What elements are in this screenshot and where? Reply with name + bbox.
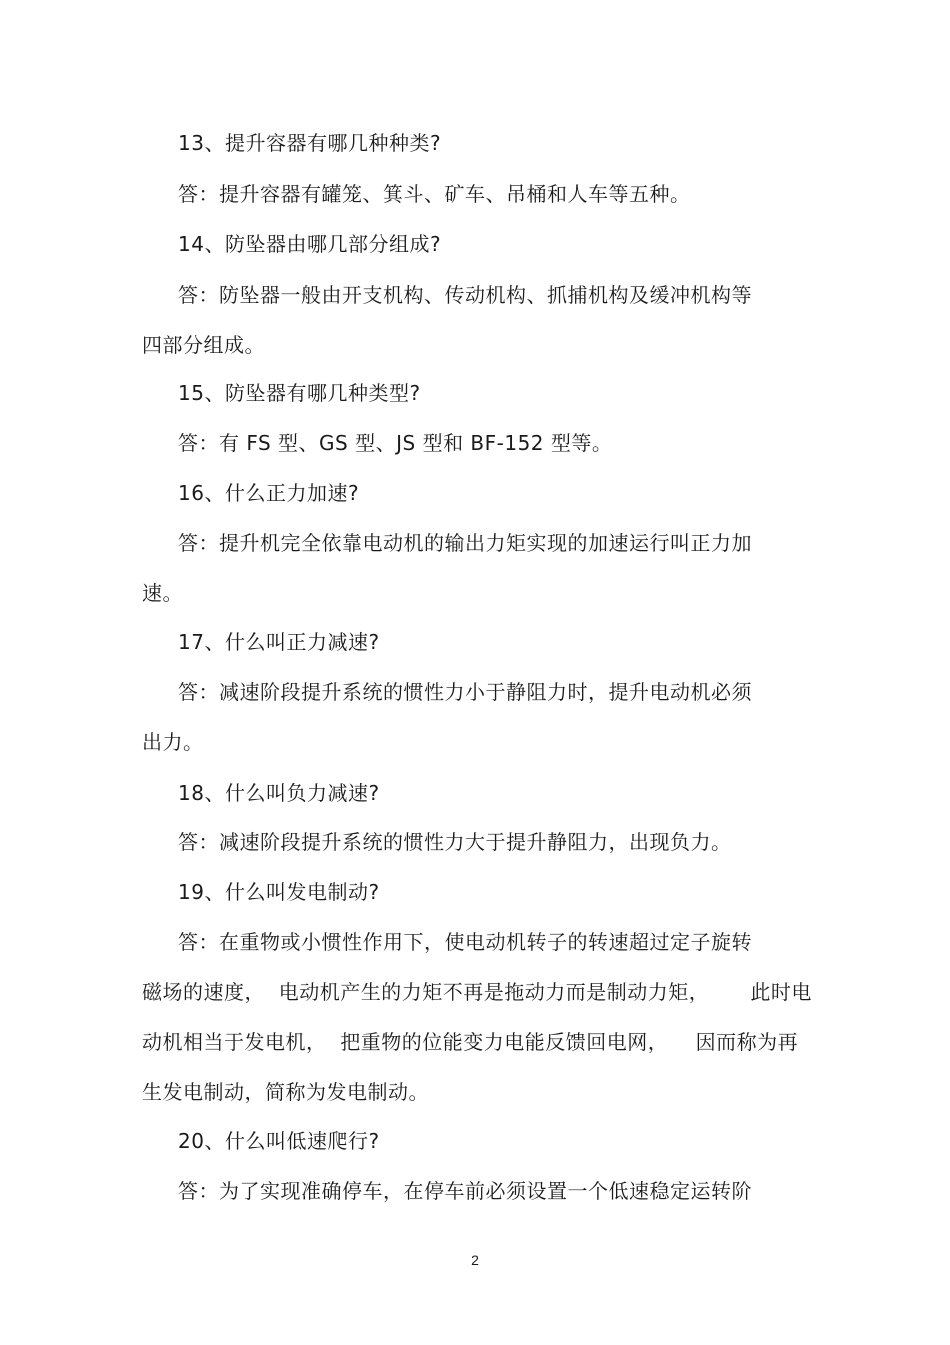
answer-16-line-1: 答：提升机完全依靠电动机的输出力矩实现的加速运行叫正力加 xyxy=(178,531,752,555)
question-14: 14、防坠器由哪几部分组成? xyxy=(178,232,442,256)
answer-19-line-4: 生发电制动，简称为发电制动。 xyxy=(142,1080,429,1104)
question-19: 19、什么叫发电制动? xyxy=(178,880,380,904)
question-20: 20、什么叫低速爬行? xyxy=(178,1129,380,1153)
answer-19-line-1: 答：在重物或小惯性作用下，使电动机转子的转速超过定子旋转 xyxy=(178,930,752,954)
answer-14-line-2: 四部分组成。 xyxy=(142,333,265,357)
page-number: 2 xyxy=(471,1252,479,1268)
answer-17-line-2: 出力。 xyxy=(142,730,204,754)
answer-13: 答：提升容器有罐笼、箕斗、矿车、吊桶和人车等五种。 xyxy=(178,182,691,206)
question-15: 15、防坠器有哪几种类型? xyxy=(178,381,421,405)
answer-19-line-3: 动机相当于发电机， 把重物的位能变力电能反馈回电网， 因而称为再 xyxy=(142,1030,799,1054)
answer-16-line-2: 速。 xyxy=(142,581,183,605)
question-16: 16、什么正力加速? xyxy=(178,481,360,505)
answer-18: 答：减速阶段提升系统的惯性力大于提升静阻力，出现负力。 xyxy=(178,830,732,854)
answer-17-line-1: 答：减速阶段提升系统的惯性力小于静阻力时，提升电动机必须 xyxy=(178,680,752,704)
answer-14-line-1: 答：防坠器一般由开支机构、传动机构、抓捕机构及缓冲机构等 xyxy=(178,283,752,307)
question-17: 17、什么叫正力减速? xyxy=(178,630,380,654)
question-13: 13、提升容器有哪几种种类? xyxy=(178,131,442,155)
question-18: 18、什么叫负力减速? xyxy=(178,781,380,805)
answer-20-line-1: 答：为了实现准确停车，在停车前必须设置一个低速稳定运转阶 xyxy=(178,1179,752,1203)
answer-19-line-2: 磁场的速度， 电动机产生的力矩不再是拖动力而是制动力矩， 此时电 xyxy=(142,980,812,1004)
answer-15: 答：有 FS 型、GS 型、JS 型和 BF-152 型等。 xyxy=(178,431,613,455)
